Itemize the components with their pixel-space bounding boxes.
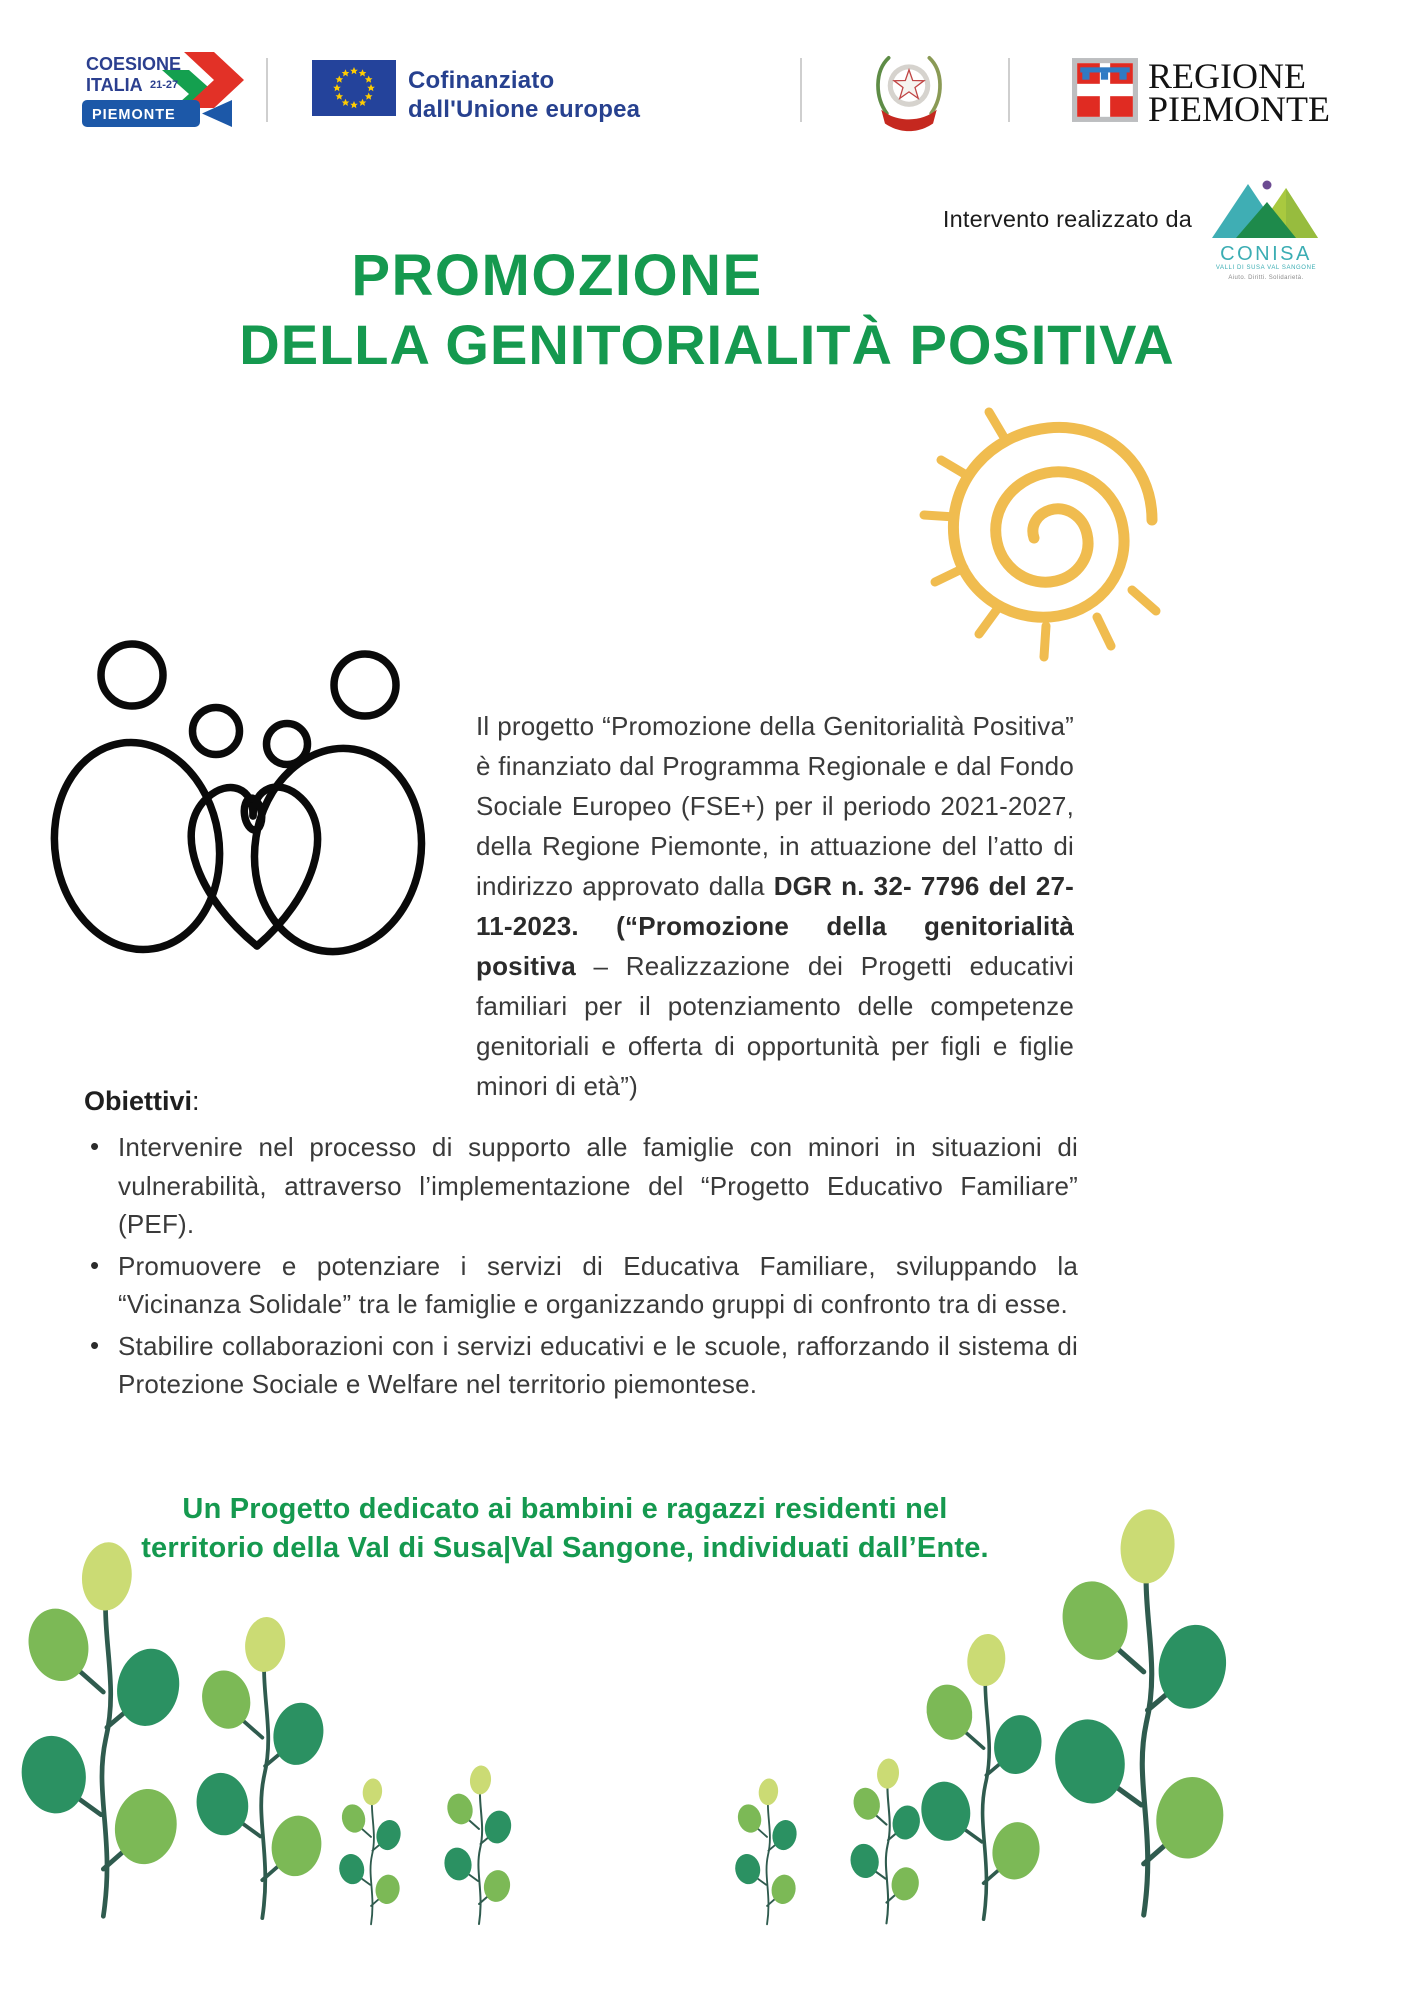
coesione-line2: ITALIA bbox=[86, 75, 143, 95]
regione-line1: REGIONE bbox=[1148, 56, 1306, 96]
conisa-tagline: VALLI DI SUSA VAL SANGONE bbox=[1215, 265, 1317, 271]
intro-text-2: – Realizzazione dei Progetti educativi familiari per il potenziamento delle competenze genitoriali e offerta di opportunità per figli e figlie minori di età”) bbox=[476, 951, 1074, 1101]
regione-piemonte-wordmark bbox=[1148, 56, 1330, 129]
conisa-name: CONISA bbox=[1220, 243, 1312, 265]
header-divider bbox=[1008, 58, 1010, 122]
objective-item: • Promuovere e potenziare i servizi di Educativa Familiare, sviluppando la “Vicinanza Solidale” tra le famiglie e organizzando gruppi di confronto tra di esse. bbox=[84, 1247, 1078, 1324]
objectives-heading: Obiettivi: bbox=[84, 1086, 200, 1116]
coesione-line1: COESIONE bbox=[86, 54, 182, 74]
header-divider bbox=[266, 58, 268, 122]
regione-line2: PIEMONTE bbox=[1148, 89, 1330, 129]
header-divider bbox=[800, 58, 802, 122]
callout-line1: Un Progetto dedicato ai bambini e ragazzi residenti nel bbox=[182, 1493, 948, 1525]
objectives-list bbox=[84, 1128, 1078, 1407]
intro-paragraph bbox=[476, 706, 1074, 1106]
plant-illustration bbox=[337, 1778, 404, 1925]
plant-illustration bbox=[16, 1540, 187, 1916]
plant-illustration bbox=[733, 1778, 800, 1925]
italian-republic-emblem-icon bbox=[872, 52, 946, 134]
coesione-badge: PIEMONTE bbox=[92, 107, 176, 123]
plants-illustration bbox=[0, 1500, 1414, 2000]
plant-illustration bbox=[192, 1615, 329, 1918]
coesione-years: 21-27 bbox=[150, 79, 179, 91]
coesione-italia-logo bbox=[56, 50, 256, 132]
eu-label-line1: Cofinanziato bbox=[408, 67, 555, 94]
intro-text-bold: DGR n. 32- 7796 del 27-11-2023. (“Promozione della genitorialità positiva bbox=[476, 871, 1074, 981]
project-callout bbox=[60, 1490, 1070, 1568]
conisa-subtagline: Aiuto. Diritti. Solidarietà. bbox=[1228, 275, 1304, 281]
objective-item: • Intervenire nel processo di supporto alle famiglie con minori in situazioni di vulnerabilità, attraverso l’implementazione del “Progetto Educativo Familiare” (PEF). bbox=[84, 1128, 1078, 1244]
plant-illustration bbox=[1049, 1507, 1234, 1915]
piemonte-shield-icon bbox=[1072, 58, 1138, 122]
plant-illustration bbox=[917, 1632, 1047, 1919]
plant-illustration bbox=[848, 1757, 923, 1923]
family-heart-line-art bbox=[40, 628, 430, 958]
objective-item: • Stabilire collaborazioni con i servizi educativi e le scuole, rafforzando il sistema di Protezione Sociale e Welfare nel territorio piemontese. bbox=[84, 1327, 1078, 1404]
conisa-logo bbox=[1210, 176, 1322, 284]
conisa-dot-icon bbox=[1263, 181, 1272, 190]
callout-line2: territorio della Val di Susa|Val Sangone, individuati dall’Ente. bbox=[141, 1532, 989, 1564]
page-title-line1: PROMOZIONE bbox=[351, 243, 763, 308]
realized-by-label: Intervento realizzato da bbox=[942, 206, 1192, 232]
sun-doodle-illustration bbox=[890, 398, 1190, 668]
page-title-line2: DELLA GENITORIALITÀ POSITIVA bbox=[239, 313, 1175, 376]
plant-illustration bbox=[442, 1764, 514, 1924]
eu-label-line2: dall'Unione europea bbox=[408, 96, 641, 123]
eu-cofinanced-label bbox=[408, 66, 640, 124]
eu-flag-icon bbox=[312, 60, 396, 116]
intro-text-1: Il progetto “Promozione della Genitorialità Positiva” è finanziato dal Programma Regionale e dal Fondo Sociale Europeo (FSE+) per il periodo 2021-2027, della Regione Piemonte, in attuazione del l’atto di indirizzo approvato dalla bbox=[476, 711, 1074, 901]
